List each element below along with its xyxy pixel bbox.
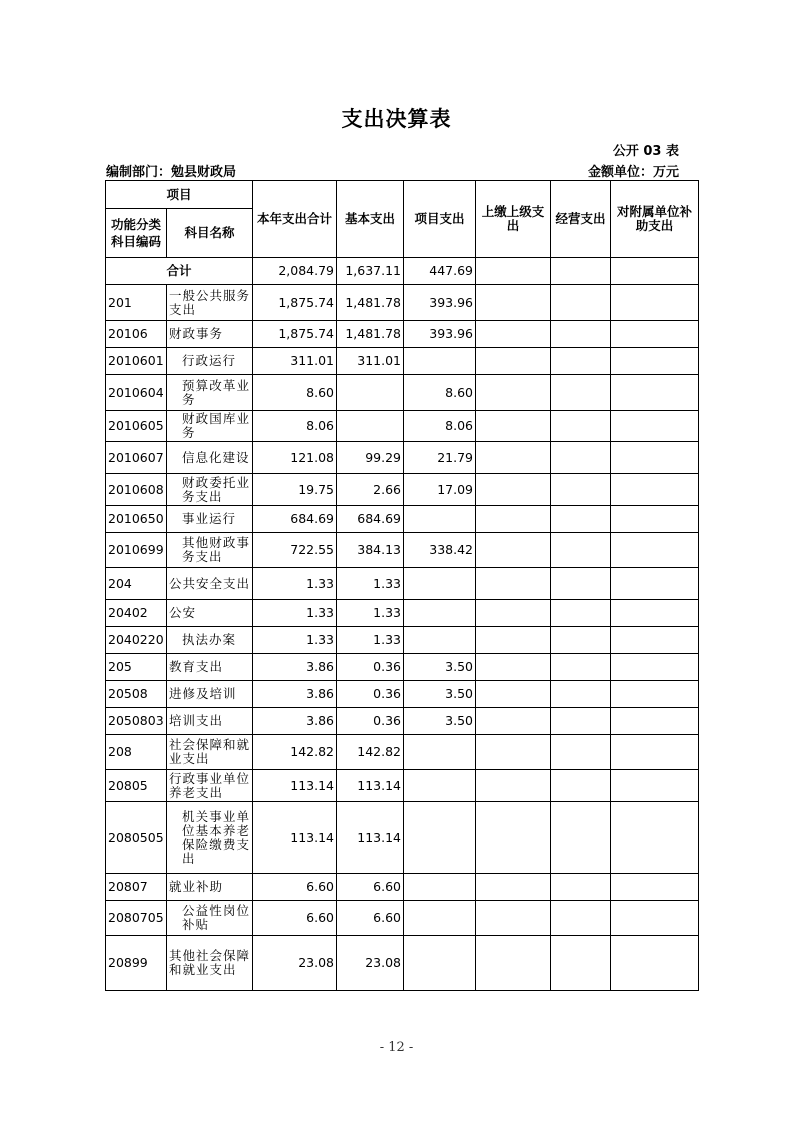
- row-code: 2010650: [106, 506, 167, 533]
- row-business: [551, 411, 611, 442]
- header-business: 经营支出: [551, 181, 611, 258]
- row-subsidy: [611, 474, 699, 506]
- row-basic: [337, 375, 404, 411]
- row-business: [551, 708, 611, 735]
- row-code: 2050803: [106, 708, 167, 735]
- row-name: 预算改革业务: [167, 375, 253, 411]
- page-title: 支出决算表: [341, 107, 452, 131]
- row-project: 3.50: [404, 654, 476, 681]
- page-number: - 12 -: [379, 1040, 414, 1055]
- row-basic: 142.82: [337, 735, 404, 770]
- row-name: 教育支出: [167, 654, 253, 681]
- row-upper: [476, 735, 551, 770]
- row-project: 3.50: [404, 681, 476, 708]
- row-project: [404, 627, 476, 654]
- total-project: 447.69: [404, 258, 476, 285]
- table-row: [106, 627, 699, 654]
- row-basic: 6.60: [337, 874, 404, 901]
- row-annual: 1.33: [253, 600, 337, 627]
- table-row: [106, 936, 699, 991]
- row-name: 公益性岗位补贴: [167, 901, 253, 936]
- table-row: [106, 348, 699, 375]
- row-code: 2010699: [106, 533, 167, 568]
- row-basic: 1.33: [337, 600, 404, 627]
- row-name: 其他财政事务支出: [167, 533, 253, 568]
- row-project: 338.42: [404, 533, 476, 568]
- row-code: 208: [106, 735, 167, 770]
- row-annual: 311.01: [253, 348, 337, 375]
- row-name: 其他社会保障和就业支出: [167, 936, 253, 991]
- row-basic: 311.01: [337, 348, 404, 375]
- row-business: [551, 442, 611, 474]
- row-business: [551, 474, 611, 506]
- row-subsidy: [611, 411, 699, 442]
- row-project: [404, 802, 476, 874]
- table-row: [106, 285, 699, 321]
- row-project: [404, 936, 476, 991]
- row-basic: 0.36: [337, 654, 404, 681]
- row-upper: [476, 411, 551, 442]
- table-row: [106, 506, 699, 533]
- row-upper: [476, 474, 551, 506]
- header-basic: 基本支出: [337, 181, 404, 258]
- row-business: [551, 936, 611, 991]
- row-upper: [476, 654, 551, 681]
- row-annual: 6.60: [253, 874, 337, 901]
- row-code: 2080505: [106, 802, 167, 874]
- row-business: [551, 506, 611, 533]
- row-code: 204: [106, 568, 167, 600]
- row-project: [404, 348, 476, 375]
- table-row: [106, 533, 699, 568]
- row-subsidy: [611, 654, 699, 681]
- row-annual: 8.06: [253, 411, 337, 442]
- row-basic: 0.36: [337, 681, 404, 708]
- table-row: [106, 375, 699, 411]
- row-name: 社会保障和就业支出: [167, 735, 253, 770]
- row-business: [551, 533, 611, 568]
- row-upper: [476, 348, 551, 375]
- table-row: [106, 654, 699, 681]
- row-upper: [476, 874, 551, 901]
- row-annual: 1,875.74: [253, 321, 337, 348]
- header-subsidy: 对附属单位补助支出: [611, 181, 699, 258]
- row-business: [551, 600, 611, 627]
- row-subsidy: [611, 627, 699, 654]
- row-upper: [476, 708, 551, 735]
- total-business: [551, 258, 611, 285]
- row-subsidy: [611, 442, 699, 474]
- row-code: 20899: [106, 936, 167, 991]
- table-row: [106, 708, 699, 735]
- row-project: 8.06: [404, 411, 476, 442]
- row-subsidy: [611, 506, 699, 533]
- table-row: [106, 442, 699, 474]
- row-upper: [476, 681, 551, 708]
- row-annual: 121.08: [253, 442, 337, 474]
- row-project: 393.96: [404, 285, 476, 321]
- row-basic: 1.33: [337, 568, 404, 600]
- header-upper: 上缴上级支出: [476, 181, 551, 258]
- row-basic: [337, 411, 404, 442]
- row-subsidy: [611, 770, 699, 802]
- row-business: [551, 770, 611, 802]
- row-upper: [476, 936, 551, 991]
- row-project: [404, 735, 476, 770]
- row-upper: [476, 533, 551, 568]
- row-code: 2010601: [106, 348, 167, 375]
- row-basic: 684.69: [337, 506, 404, 533]
- row-project: [404, 568, 476, 600]
- row-project: 21.79: [404, 442, 476, 474]
- table-row: [106, 474, 699, 506]
- total-label: 合计: [106, 258, 253, 285]
- row-name: 公安: [167, 600, 253, 627]
- row-business: [551, 654, 611, 681]
- department-label: 编制部门：勉县财政局: [106, 165, 237, 180]
- row-annual: 3.86: [253, 654, 337, 681]
- row-basic: 1,481.78: [337, 285, 404, 321]
- table-row: [106, 411, 699, 442]
- row-project: 393.96: [404, 321, 476, 348]
- row-code: 2010608: [106, 474, 167, 506]
- row-subsidy: [611, 600, 699, 627]
- row-upper: [476, 600, 551, 627]
- row-basic: 2.66: [337, 474, 404, 506]
- row-project: 3.50: [404, 708, 476, 735]
- row-annual: 19.75: [253, 474, 337, 506]
- row-basic: 6.60: [337, 901, 404, 936]
- row-code: 2010607: [106, 442, 167, 474]
- row-business: [551, 681, 611, 708]
- header-annual: 本年支出合计: [253, 181, 337, 258]
- row-subsidy: [611, 533, 699, 568]
- row-annual: 1,875.74: [253, 285, 337, 321]
- row-code: 20106: [106, 321, 167, 348]
- row-name: 事业运行: [167, 506, 253, 533]
- row-subsidy: [611, 321, 699, 348]
- table-row: [106, 321, 699, 348]
- row-upper: [476, 770, 551, 802]
- row-name: 信息化建设: [167, 442, 253, 474]
- row-name: 培训支出: [167, 708, 253, 735]
- row-annual: 113.14: [253, 770, 337, 802]
- row-business: [551, 348, 611, 375]
- table-row: [106, 600, 699, 627]
- row-subsidy: [611, 348, 699, 375]
- row-basic: 113.14: [337, 770, 404, 802]
- row-name: 财政事务: [167, 321, 253, 348]
- row-name: 财政国库业务: [167, 411, 253, 442]
- row-annual: 8.60: [253, 375, 337, 411]
- row-annual: 1.33: [253, 627, 337, 654]
- row-upper: [476, 321, 551, 348]
- row-subsidy: [611, 285, 699, 321]
- row-annual: 142.82: [253, 735, 337, 770]
- row-subsidy: [611, 568, 699, 600]
- row-project: [404, 770, 476, 802]
- row-name: 公共安全支出: [167, 568, 253, 600]
- row-business: [551, 321, 611, 348]
- row-code: 20402: [106, 600, 167, 627]
- row-business: [551, 901, 611, 936]
- table-row: [106, 802, 699, 874]
- header-code: 功能分类科目编码: [106, 209, 167, 258]
- row-business: [551, 285, 611, 321]
- row-code: 205: [106, 654, 167, 681]
- row-annual: 3.86: [253, 708, 337, 735]
- row-upper: [476, 442, 551, 474]
- total-upper: [476, 258, 551, 285]
- row-basic: 384.13: [337, 533, 404, 568]
- row-basic: 113.14: [337, 802, 404, 874]
- row-business: [551, 375, 611, 411]
- row-project: [404, 600, 476, 627]
- row-code: 2080705: [106, 901, 167, 936]
- row-name: 执法办案: [167, 627, 253, 654]
- table-number: 公开 03 表: [612, 144, 679, 159]
- row-subsidy: [611, 874, 699, 901]
- row-name: 进修及培训: [167, 681, 253, 708]
- row-project: [404, 901, 476, 936]
- row-name: 财政委托业务支出: [167, 474, 253, 506]
- total-basic: 1,637.11: [337, 258, 404, 285]
- row-subsidy: [611, 708, 699, 735]
- row-basic: 1,481.78: [337, 321, 404, 348]
- table-row: [106, 770, 699, 802]
- row-subsidy: [611, 901, 699, 936]
- row-name: 就业补助: [167, 874, 253, 901]
- row-annual: 684.69: [253, 506, 337, 533]
- row-project: 8.60: [404, 375, 476, 411]
- row-basic: 23.08: [337, 936, 404, 991]
- unit-label: 金额单位：万元: [587, 165, 679, 180]
- row-business: [551, 568, 611, 600]
- row-upper: [476, 568, 551, 600]
- table-row: [106, 568, 699, 600]
- row-business: [551, 627, 611, 654]
- row-subsidy: [611, 802, 699, 874]
- table-row: [106, 874, 699, 901]
- row-code: 20807: [106, 874, 167, 901]
- expenditure-table: [105, 180, 699, 991]
- row-annual: 1.33: [253, 568, 337, 600]
- table-row: [106, 681, 699, 708]
- row-code: 20508: [106, 681, 167, 708]
- total-annual: 2,084.79: [253, 258, 337, 285]
- table-row: [106, 901, 699, 936]
- row-basic: 0.36: [337, 708, 404, 735]
- row-name: 机关事业单位基本养老保险缴费支出: [167, 802, 253, 874]
- row-name: 行政运行: [167, 348, 253, 375]
- header-name: 科目名称: [167, 209, 253, 258]
- header-project: 项目: [106, 181, 253, 209]
- row-upper: [476, 627, 551, 654]
- row-upper: [476, 802, 551, 874]
- row-project: 17.09: [404, 474, 476, 506]
- row-name: 一般公共服务支出: [167, 285, 253, 321]
- row-annual: 3.86: [253, 681, 337, 708]
- row-code: 20805: [106, 770, 167, 802]
- row-name: 行政事业单位养老支出: [167, 770, 253, 802]
- row-code: 2040220: [106, 627, 167, 654]
- row-upper: [476, 506, 551, 533]
- header-project-exp: 项目支出: [404, 181, 476, 258]
- row-upper: [476, 901, 551, 936]
- row-subsidy: [611, 681, 699, 708]
- row-upper: [476, 285, 551, 321]
- row-code: 2010604: [106, 375, 167, 411]
- row-upper: [476, 375, 551, 411]
- table-row: [106, 735, 699, 770]
- row-subsidy: [611, 735, 699, 770]
- row-basic: 1.33: [337, 627, 404, 654]
- row-code: 2010605: [106, 411, 167, 442]
- row-annual: 113.14: [253, 802, 337, 874]
- row-business: [551, 874, 611, 901]
- row-annual: 6.60: [253, 901, 337, 936]
- row-project: [404, 874, 476, 901]
- row-project: [404, 506, 476, 533]
- row-business: [551, 735, 611, 770]
- row-subsidy: [611, 375, 699, 411]
- row-code: 201: [106, 285, 167, 321]
- row-annual: 23.08: [253, 936, 337, 991]
- row-subsidy: [611, 936, 699, 991]
- row-basic: 99.29: [337, 442, 404, 474]
- row-business: [551, 802, 611, 874]
- row-annual: 722.55: [253, 533, 337, 568]
- total-subsidy: [611, 258, 699, 285]
